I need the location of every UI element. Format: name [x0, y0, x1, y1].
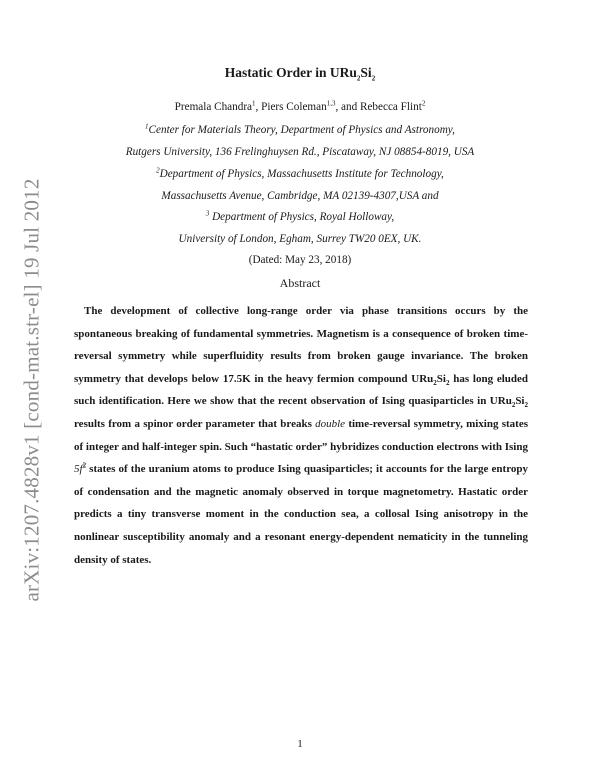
affiliation-line: $^2$Department of Physics, Massachusetts Institute for Technology,: [156, 166, 444, 180]
date-line: (Dated: May 23, 2018): [248, 254, 352, 266]
author-name: Premala Chandra: [174, 101, 253, 113]
affiliation-line: Massachusetts Avenue, Cambridge, MA 02139-4307,USA and: [161, 190, 439, 202]
affiliation-line: $^1$Center for Materials Theory, Department of Physics and Astronomy,: [145, 122, 455, 136]
abstract-text: The development of collective long-range order via phase transitions occurs by the spontaneous breaking of fundamental symmetries. Magnetism is a consequence of broken time-reversal symmetry while superfluidity results from broken gauge invariance. The broken symmetry that develops below 17.5K in the heavy fermion compound $URu_2Si_2$ has long eluded such identification. Here we show that the recent observation of Ising quasiparticles in $URu_2Si_2$ results from a spinor order parameter that breaks double time-reversal symmetry, mixing states of integer and half-integer spin. Such “hastatic order” hybridizes conduction electrons with Ising $5f^2$ states of the uranium atoms to produce Ising quasiparticles; it accounts for the large entropy of condensation and the magnetic anomaly observed in torque magnetometry. Hastatic order predicts a tiny transverse moment in the conduction sea, a collosal Ising anisotropy in the nonlinear susceptibility anomaly and a resonant energy-dependent nematicity in the tunneling density of states.: [74, 305, 528, 566]
affiliation-line: $^3$ Department of Physics, Royal Holloway,: [205, 209, 395, 223]
paper-title: Hastatic Order in $URu_2Si_2$: [224, 65, 376, 83]
arxiv-identifier: arXiv:1207.4828v1 [cond-mat.str-el] 19 Jul 2012: [19, 178, 44, 602]
affiliation-line: Rutgers University, 136 Frelinghuysen Rd., Piscataway, NJ 08854-8019, USA: [125, 146, 475, 158]
abstract-heading: Abstract: [279, 276, 321, 290]
affiliation-line: University of London, Egham, Surrey TW20 0EX, UK.: [178, 233, 422, 245]
author-list: Premala Chandra$^1$, Piers Coleman$^{1,3}$, and Rebecca Flint$^2$: [174, 99, 426, 113]
page-number: 1: [297, 738, 303, 750]
